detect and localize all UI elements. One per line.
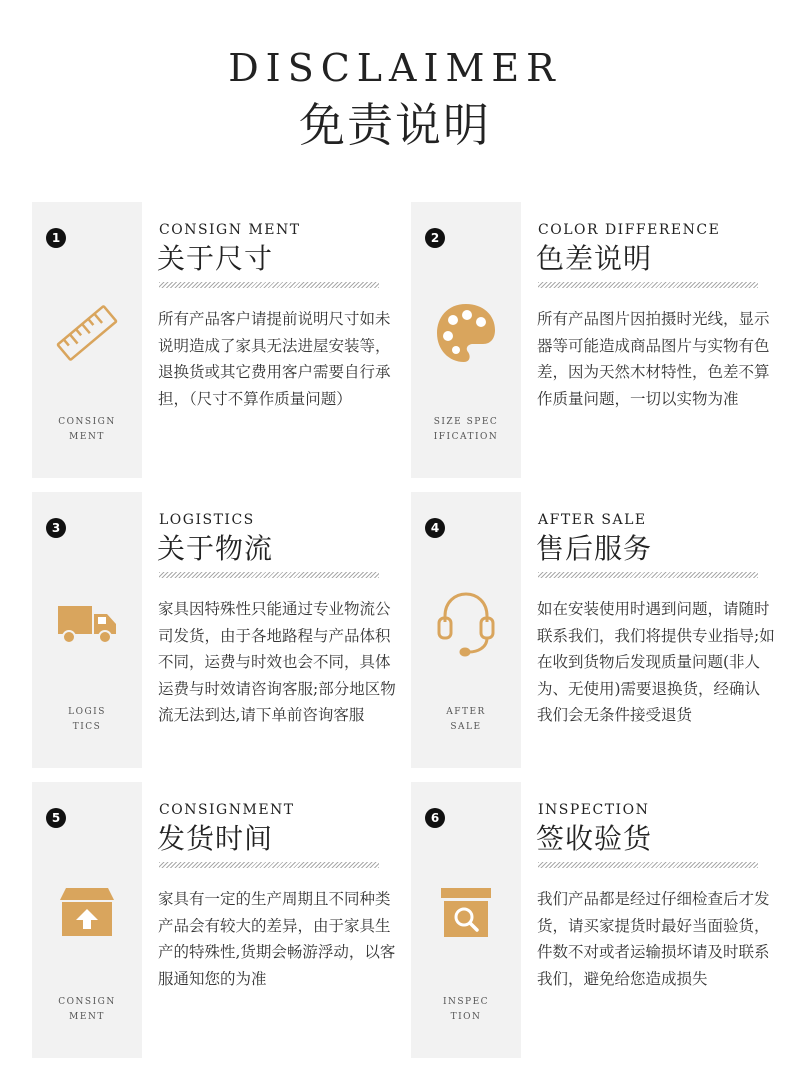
number-badge: 2 (425, 228, 445, 248)
header (0, 44, 790, 154)
card-description: 家具有一定的生产周期且不同种类产品会有较大的差异，由于家具生产的特殊性,货期会畅游浮动，以客服通知您的为准 (158, 890, 396, 988)
hatch-divider (159, 862, 379, 868)
side-label-line2: MENT (69, 432, 105, 442)
side-label-line1: CONSIGN (58, 417, 116, 427)
inspect-box-icon (431, 878, 501, 948)
title-cn: 免责说明 (299, 98, 491, 152)
number-badge: 5 (46, 808, 66, 828)
side-label (32, 415, 142, 445)
card-title-cn: 发货时间 (157, 822, 274, 855)
headset-icon (431, 588, 501, 658)
card-title-cn: 色差说明 (536, 242, 653, 275)
card-size (32, 202, 402, 478)
card-title-en: CONSIGNMENT (159, 802, 295, 818)
side-label-line1: CONSIGN (58, 997, 116, 1007)
card-description: 所有产品客户请提前说明尺寸如未说明造成了家具无法进屋安装等，退换货或其它费用客户需要自行承担，（尺寸不算作质量问题） (158, 310, 391, 408)
ruler-icon (52, 298, 122, 368)
side-label (411, 705, 521, 735)
card-after-sale (411, 492, 781, 768)
side-label (411, 995, 521, 1025)
side-label (411, 415, 521, 445)
number-badge: 1 (46, 228, 66, 248)
hatch-divider (159, 572, 379, 578)
side-label-line2: TICS (72, 722, 102, 732)
card-title-en: LOGISTICS (159, 512, 255, 528)
card-title-cn: 售后服务 (536, 532, 653, 565)
hatch-divider (159, 282, 379, 288)
number-badge: 4 (425, 518, 445, 538)
card-description: 我们产品都是经过仔细检查后才发货，请买家提货时最好当面验货，件数不对或者运输损坏请及时联系我们，避免给您造成损失 (537, 890, 770, 988)
card-description: 如在安装使用时遇到问题，请随时联系我们，我们将提供专业指导;如在收到货物后发现质量问题(非人为、无使用)需要退换货，经确认我们会无条件接受退货 (537, 600, 775, 724)
card-title-cn: 关于尺寸 (157, 242, 274, 275)
card-title-en: COLOR DIFFERENCE (538, 222, 721, 238)
hatch-divider (538, 282, 758, 288)
card-inspection (411, 782, 781, 1058)
title-en: DISCLAIMER (228, 46, 562, 90)
truck-icon (52, 588, 122, 658)
card-logistics (32, 492, 402, 768)
card-title-en: INSPECTION (538, 802, 650, 818)
side-label-line1: AFTER (446, 707, 486, 717)
side-label (32, 995, 142, 1025)
hatch-divider (538, 862, 758, 868)
side-label-line1: INSPEC (442, 997, 490, 1007)
side-label-line2: TION (450, 1012, 482, 1022)
card-title-cn: 签收验货 (536, 822, 653, 855)
card-title-cn: 关于物流 (157, 532, 274, 565)
side-label (32, 705, 142, 735)
card-title-en: CONSIGN MENT (159, 222, 301, 238)
side-label-line2: IFICATION (433, 432, 499, 442)
palette-icon (431, 298, 501, 368)
box-upload-icon (52, 878, 122, 948)
side-label-line2: MENT (69, 1012, 105, 1022)
number-badge: 6 (425, 808, 445, 828)
card-description: 家具因特殊性只能通过专业物流公司发货，由于各地路程与产品体积不同，运费与时效也会不同，具体运费与时效请咨询客服;部分地区物流无法到达,请下单前咨询客服 (158, 600, 396, 724)
card-color-difference (411, 202, 781, 478)
number-badge: 3 (46, 518, 66, 538)
side-label-line2: SALE (450, 722, 482, 732)
card-title-en: AFTER SALE (538, 512, 647, 528)
side-label-line1: SIZE SPEC (433, 417, 499, 427)
side-label-line1: LOGIS (68, 707, 106, 717)
card-consignment (32, 782, 402, 1058)
card-description: 所有产品图片因拍摄时光线，显示器等可能造成商品图片与实物有色差，因为天然木材特性，色差不算作质量问题，一切以实物为准 (537, 310, 770, 408)
hatch-divider (538, 572, 758, 578)
